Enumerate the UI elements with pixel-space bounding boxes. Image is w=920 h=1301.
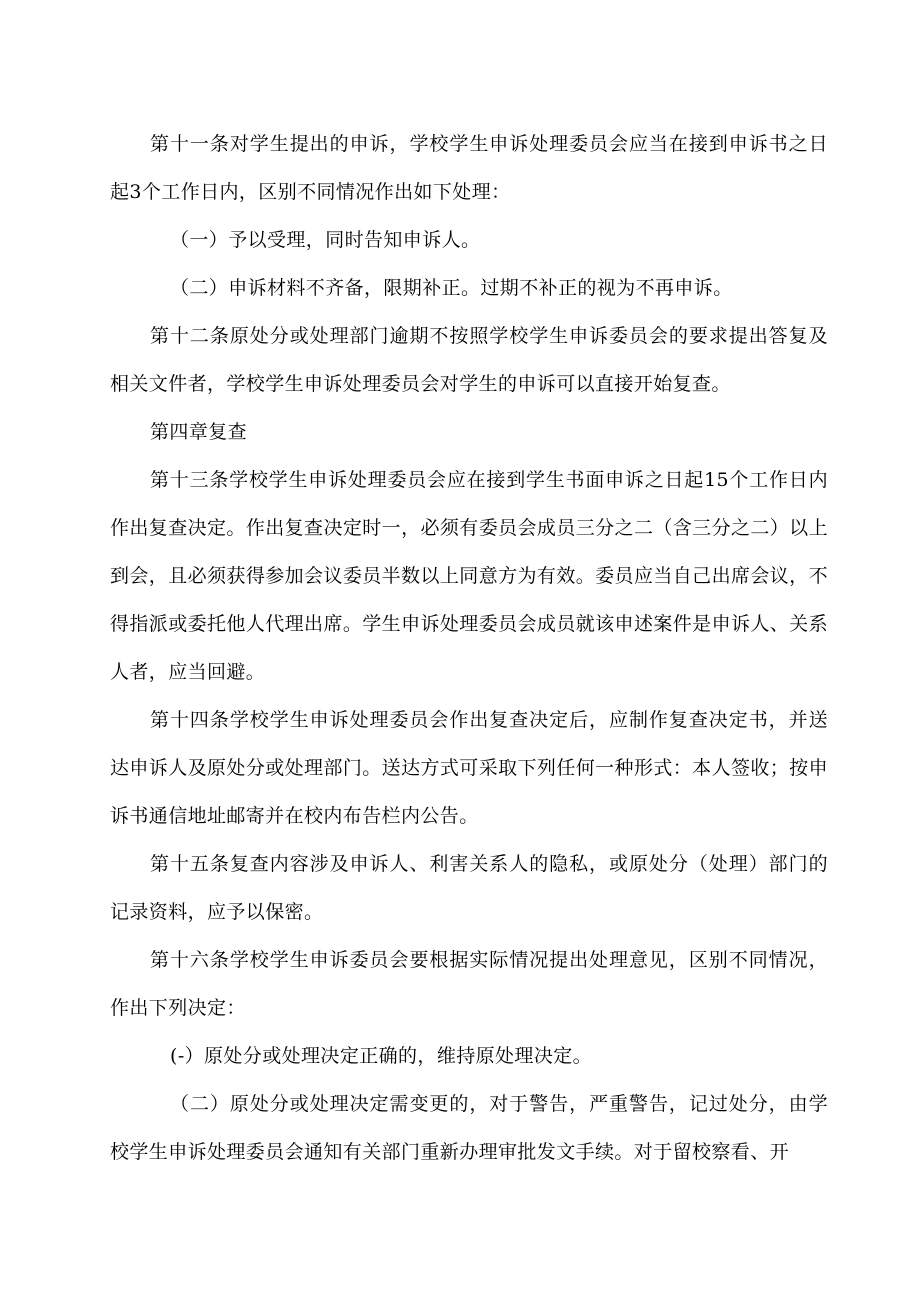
article-11-item-1: （一）予以受理，同时告知申诉人。 xyxy=(170,229,481,251)
article-14-paragraph: 第十四条学校学生申诉处理委员会作出复查决定后，应制作复查决定书，并送达申诉人及原处分或处理部门。送达方式可采取下列任何一种形式：本人签收；按申诉书通信地址邮寄并在校内布告栏内公告。 xyxy=(110,709,828,827)
article-16-paragraph: 第十六条学校学生申诉委员会要根据实际情况提出处理意见，区别不同情况，作出下列决定： xyxy=(110,949,828,1019)
article-15-paragraph: 第十五条复查内容涉及申诉人、利害关系人的隐私，或原处分（处理）部门的记录资料，应予以保密。 xyxy=(110,853,828,923)
article-16-item-2: （二）原处分或处理决定需变更的，对于警告，严重警告，记过处分，由学校学生申诉处理委员会通知有关部门重新办理审批发文手续。对于留校察看、开 xyxy=(110,1093,828,1163)
article-16-item-1: (-）原处分或处理决定正确的，维持原处理决定。 xyxy=(170,1045,593,1067)
article-11-item-2: （二）申诉材料不齐备，限期补正。过期不补正的视为不再申诉。 xyxy=(170,277,733,299)
chapter-4-heading: 第四章复查 xyxy=(150,421,248,443)
article-11-paragraph: 第十一条对学生提出的申诉，学校学生申诉处理委员会应当在接到申诉书之日起3个工作日内，区别不同情况作出如下处理： xyxy=(110,133,828,203)
article-13-paragraph: 第十三条学校学生申诉处理委员会应在接到学生书面申诉之日起15个工作日内作出复查决定。作出复查决定时一，必须有委员会成员三分之二（含三分之二）以上到会，且必须获得参加会议委员半数以上同意方为有效。委员应当自己出席会议，不得指派或委托他人代理出席。学生申诉处理委员会成员就该申述案件是申诉人、关系人者，应当回避。 xyxy=(110,469,828,683)
article-12-paragraph: 第十二条原处分或处理部门逾期不按照学校学生申诉委员会的要求提出答复及相关文件者，学校学生申诉处理委员会对学生的申诉可以直接开始复查。 xyxy=(110,325,828,395)
